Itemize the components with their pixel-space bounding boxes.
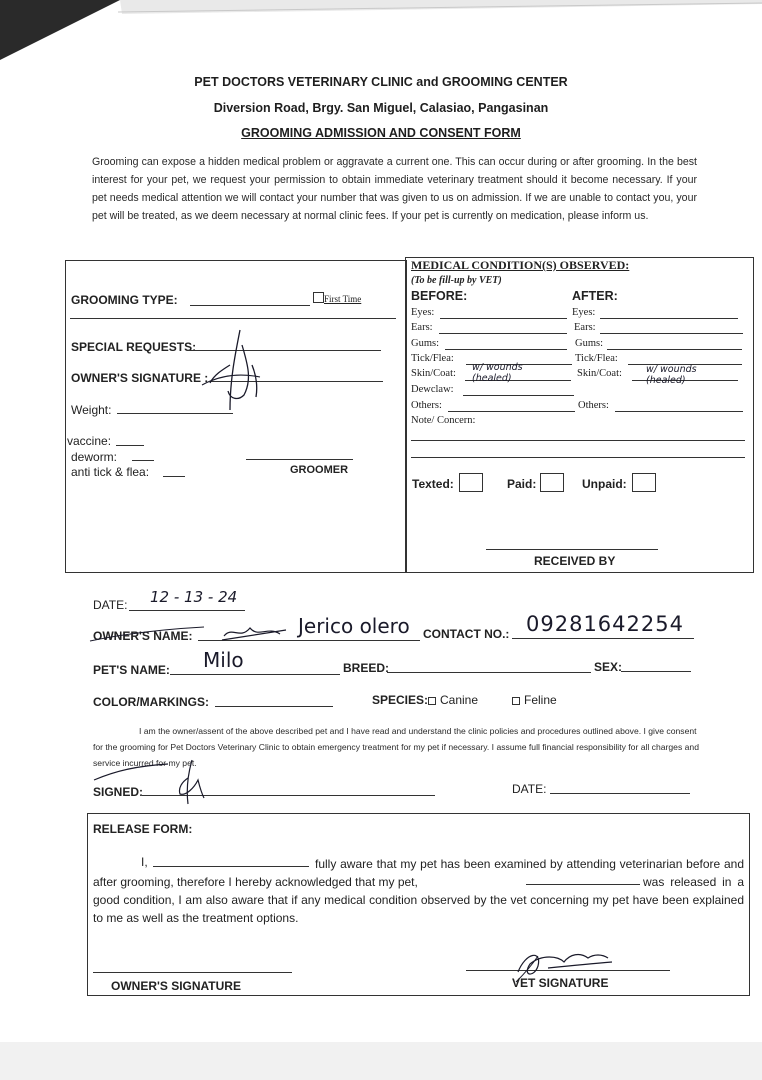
grooming-type-line-2[interactable] bbox=[70, 318, 396, 319]
pet-name-line[interactable] bbox=[170, 674, 340, 675]
paid-label: Paid: bbox=[507, 477, 537, 491]
owner-name-strikeout bbox=[220, 620, 290, 646]
paid-checkbox[interactable] bbox=[540, 473, 564, 492]
clinic-address: Diversion Road, Brgy. San Miguel, Calasiao, Pangasinan bbox=[213, 101, 549, 115]
canine-label: Canine bbox=[440, 693, 479, 707]
before-dewclaw: Dewclaw: bbox=[411, 384, 454, 395]
date-line-2[interactable] bbox=[550, 793, 690, 794]
vaccine-label: vaccine: bbox=[67, 434, 112, 448]
date-label: DATE: bbox=[93, 598, 128, 612]
before-heading: BEFORE: bbox=[411, 289, 468, 303]
after-heading: AFTER: bbox=[572, 289, 618, 303]
before-skin: Skin/Coat: bbox=[411, 368, 456, 379]
sex-line[interactable] bbox=[621, 671, 691, 672]
pet-name-label: PET'S NAME: bbox=[93, 663, 170, 677]
color-label: COLOR/MARKINGS: bbox=[93, 695, 209, 709]
signed-signature bbox=[88, 758, 218, 808]
owner-signature-label: OWNER'S SIGNATURE : bbox=[71, 371, 209, 385]
release-paragraph-2: was released in a good condition, I am also aware that if any medical condition observed by the vet concerning my pet have been explained to me as well as the treatment options. bbox=[93, 875, 744, 925]
color-line[interactable] bbox=[215, 706, 333, 707]
date-line[interactable] bbox=[129, 610, 245, 611]
vaccine-line[interactable] bbox=[116, 445, 144, 446]
unpaid-checkbox[interactable] bbox=[632, 473, 656, 492]
breed-label: BREED: bbox=[343, 661, 390, 675]
contact-line[interactable] bbox=[512, 638, 694, 639]
release-owner-sig-label: OWNER'S SIGNATURE bbox=[111, 979, 241, 993]
before-ears: Ears: bbox=[411, 322, 433, 333]
unpaid-label: Unpaid: bbox=[582, 477, 627, 491]
skin-after-handwritten: w/ wounds (healed) bbox=[646, 364, 697, 386]
before-others: Others: bbox=[411, 400, 442, 411]
feline-label: Feline bbox=[524, 693, 557, 707]
texted-label: Texted: bbox=[412, 477, 454, 491]
before-eyes: Eyes: bbox=[411, 307, 435, 318]
note-line-2[interactable] bbox=[411, 457, 745, 458]
after-ears-line[interactable] bbox=[600, 333, 743, 334]
owner-label-strike bbox=[88, 625, 208, 645]
contact-value: 09281642254 bbox=[526, 612, 684, 636]
received-by-line[interactable] bbox=[486, 549, 658, 550]
sex-label: SEX: bbox=[594, 660, 623, 674]
after-others-line[interactable] bbox=[615, 411, 743, 412]
before-ears-line[interactable] bbox=[439, 333, 567, 334]
contact-label: CONTACT NO.: bbox=[423, 627, 510, 641]
clinic-name: PET DOCTORS VETERINARY CLINIC and GROOMING CENTER bbox=[194, 75, 568, 89]
feline-checkbox[interactable] bbox=[512, 697, 520, 705]
canine-checkbox[interactable] bbox=[428, 697, 436, 705]
release-paragraph-1: fully aware that my pet has been examined by attending veterinarian before and after grooming, therefore I hereby acknowledged that my pet, bbox=[93, 857, 744, 889]
texted-checkbox[interactable] bbox=[459, 473, 483, 492]
after-ears: Ears: bbox=[574, 322, 596, 333]
weight-label: Weight: bbox=[71, 403, 112, 417]
note-label: Note/ Concern: bbox=[411, 415, 476, 426]
first-time-checkbox[interactable] bbox=[313, 292, 324, 303]
before-dewclaw-line[interactable] bbox=[463, 395, 574, 396]
after-others: Others: bbox=[578, 400, 609, 411]
medical-title: MEDICAL CONDITION(S) OBSERVED: bbox=[411, 258, 630, 272]
received-by-label: RECEIVED BY bbox=[534, 554, 616, 568]
before-tick: Tick/Flea: bbox=[411, 353, 454, 364]
special-requests-label: SPECIAL REQUESTS: bbox=[71, 340, 197, 354]
deworm-label: deworm: bbox=[71, 450, 118, 464]
weight-line[interactable] bbox=[117, 413, 233, 414]
before-eyes-line[interactable] bbox=[440, 318, 567, 319]
species-label: SPECIES: bbox=[372, 693, 429, 707]
after-eyes-line[interactable] bbox=[600, 318, 738, 319]
after-skin: Skin/Coat: bbox=[577, 368, 622, 379]
release-owner-sig-line[interactable] bbox=[93, 972, 292, 973]
before-others-line[interactable] bbox=[448, 411, 575, 412]
consent-paragraph: I am the owner/assent of the above described pet and I have read and understand the clinic policies and procedures outlined above. I give consent for the grooming for Pet Doctors Veterinary Clinic to obtain emergency treatment for my pet if necessary. I assume full financial responsibility for all charges and service incurred for my pet. bbox=[93, 726, 699, 768]
groomer-label: GROOMER bbox=[290, 464, 349, 476]
signed-label: SIGNED: bbox=[93, 785, 144, 799]
pet-name-value: Milo bbox=[203, 648, 244, 672]
skin-before-handwritten: w/ wounds (healed) bbox=[472, 362, 523, 384]
after-gums: Gums: bbox=[575, 338, 604, 349]
intro-paragraph: Grooming can expose a hidden medical problem or aggravate a current one. This can occur during or after grooming. In the best interest for your pet, we request your permission to obtain immediate veterinary treatment should it become necessary. If your pet needs medical attention we will contact your number that was given to us on admission. If we are unable to contact you, your pet will be treated, as we deem necessary at normal clinic fees. If your pet is currently on medication, please inform us. bbox=[92, 156, 697, 222]
date-label-2: DATE: bbox=[512, 782, 547, 796]
medical-subtitle: (To be fill-up by VET) bbox=[411, 275, 502, 286]
grooming-type-line[interactable] bbox=[190, 305, 310, 306]
owner-name-label: OWNER'S NAME: bbox=[93, 629, 193, 643]
deworm-line[interactable] bbox=[132, 460, 154, 461]
note-line-1[interactable] bbox=[411, 440, 745, 441]
groomer-line[interactable] bbox=[246, 459, 353, 460]
after-gums-line[interactable] bbox=[607, 349, 742, 350]
owner-name-value: Jerico olero bbox=[298, 614, 410, 638]
before-gums: Gums: bbox=[411, 338, 440, 349]
anti-tick-line[interactable] bbox=[163, 476, 185, 477]
before-gums-line[interactable] bbox=[445, 349, 567, 350]
form-title: GROOMING ADMISSION AND CONSENT FORM bbox=[241, 126, 521, 140]
owner-signature-scribble bbox=[200, 325, 270, 420]
release-vet-sig-label: VET SIGNATURE bbox=[512, 976, 609, 990]
release-title: RELEASE FORM: bbox=[93, 822, 193, 836]
after-eyes: Eyes: bbox=[572, 307, 596, 318]
breed-line[interactable] bbox=[387, 672, 591, 673]
grooming-type-label: GROOMING TYPE: bbox=[71, 293, 178, 307]
anti-tick-label: anti tick & flea: bbox=[71, 465, 150, 479]
date-value: 12 - 13 - 24 bbox=[150, 588, 238, 606]
release-i-label: I, bbox=[141, 855, 148, 869]
first-time-label: First Time bbox=[324, 294, 362, 304]
after-tick: Tick/Flea: bbox=[575, 353, 618, 364]
